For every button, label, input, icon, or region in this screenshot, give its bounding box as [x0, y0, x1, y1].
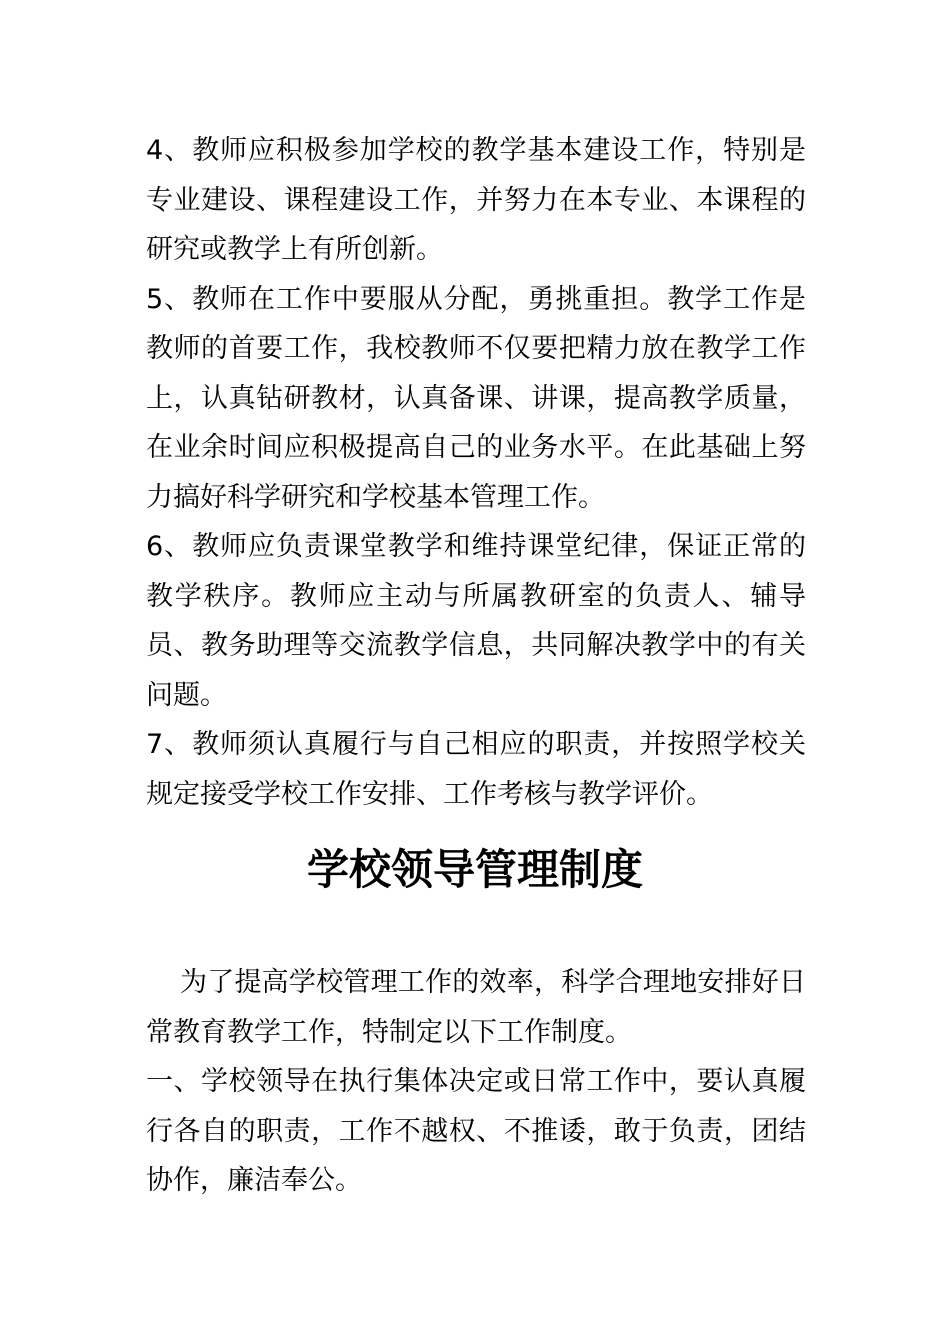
- rule-7-paragraph: 7、教师须认真履行与自己相应的职责，并按照学校关规定接受学校工作安排、工作考核与教学评价。: [146, 729, 806, 810]
- rule-5-paragraph: 5、教师在工作中要服从分配，勇挑重担。教学工作是教师的首要工作，我校教师不仅要把精力放在教学工作上，认真钻研教材，认真备课、讲课，提高教学质量，在业余时间应积极提高自己的业务水平。在此基础上努力搞好科学研究和学校基本管理工作。: [146, 283, 806, 513]
- rules-continued-section: [146, 126, 806, 819]
- intro-paragraph: 为了提高学校管理工作的效率，科学合理地安排好日常教育教学工作，特制定以下工作制度。: [146, 967, 806, 1048]
- rule-1-paragraph: 一、学校领导在执行集体决定或日常工作中，要认真履行各自的职责，工作不越权、不推诿，敢于负责，团结协作，廉洁奉公。: [146, 1066, 806, 1196]
- rule-6-paragraph: 6、教师应负责课堂教学和维持课堂纪律，保证正常的教学秩序。教师应主动与所属教研室的负责人、辅导员、教务助理等交流教学信息，共同解决教学中的有关问题。: [146, 531, 806, 711]
- leadership-rules-section: [146, 958, 806, 1206]
- section-heading: 学校领导管理制度: [306, 845, 643, 894]
- rule-4-paragraph: 4、教师应积极参加学校的教学基本建设工作，特别是专业建设、课程建设工作，并努力在本专业、本课程的研究或教学上有所创新。: [146, 135, 806, 265]
